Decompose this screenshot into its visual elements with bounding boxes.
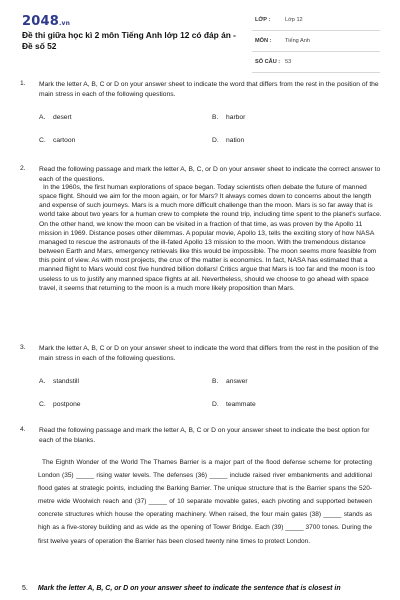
option-d[interactable]: [212, 137, 244, 144]
option-letter: A.: [39, 378, 46, 385]
meta-row-class: [252, 14, 380, 31]
option-text: standstill: [53, 378, 80, 385]
reading-passage: In the 1960s, the first human explorations of space began. Today scientists often debate the future of manned space flight. Should we aim for the moon again, or for Mars? It always comes down to concerns about the length and expense of such journeys. Mars is a much more difficult challenge than the moon. Mars is so far away that is world take about two years for a human crew to complete the round trip, including time spent to the planet's surface. On the other hand, we know the moon can be visited in a fraction of that time, as was proven by the Apollo 11 mission in 1969. Distance poses other dilemmas. A popular movie, Apollo 13, tells the exciting story of how NASA managed to rescue the astronauts of the ill-fated Apollo 13 mission to the moon. With the tremendous distance between Earth and Mars, emergency retrievals like this would be impossible. The moon seems more feasible from this point of view. As with most projects, the crux of the matter is economics. In fact, NASA has estimated that a manned flight to Mars would cost five hundred billion dollars! Critics argue that Mars is too far and the moon is too useless to us to justify any manned space flights at all. Nevertheless, should we choose to go ahead with space travel, it seems that returning to the moon is a much more likely proposition than Mars.: [39, 184, 382, 292]
option-text: cartoon: [53, 137, 76, 144]
option-a[interactable]: [39, 114, 72, 121]
option-text: teammate: [226, 401, 256, 408]
document-title: Đề thi giữa học kì 2 môn Tiếng Anh lớp 12 có đáp án - Đề số 52: [22, 30, 236, 51]
question-text: Mark the letter A, B, C or D on your answer sheet to indicate the word that differs from the rest in the position of the main stress in each of the following questions.: [39, 345, 379, 362]
option-c[interactable]: [39, 137, 75, 144]
page-header: [0, 0, 400, 70]
option-letter: D.: [212, 401, 219, 408]
meta-value: 53: [285, 59, 292, 65]
logo-sub: .vn: [58, 20, 71, 27]
meta-row-count: [252, 56, 380, 73]
option-a[interactable]: [39, 378, 79, 385]
option-text: postpone: [53, 401, 81, 408]
question-number: 4.: [20, 426, 26, 433]
question-text: Read the following passage and mark the letter A, B, C, or D on your answer sheet to indicate the correct answer to each of the questions.: [39, 166, 381, 183]
question-number: 2.: [20, 165, 26, 172]
option-letter: C.: [39, 137, 46, 144]
question-number: 5.: [22, 585, 28, 592]
meta-row-subject: [252, 35, 380, 52]
option-text: nation: [226, 137, 245, 144]
logo-main: 2048: [22, 14, 59, 29]
option-b[interactable]: [212, 378, 248, 385]
meta-label: SỐ CÂU :: [255, 59, 281, 65]
question-number: 3.: [20, 344, 26, 351]
option-letter: B.: [212, 114, 219, 121]
option-b[interactable]: [212, 114, 245, 121]
option-letter: D.: [212, 137, 219, 144]
meta-value: Lớp 12: [285, 17, 303, 23]
question-text: Read the following passage and mark the letter A, B, C or D on your answer sheet to indicate the best option for each of the blanks.: [39, 427, 370, 444]
meta-panel: [252, 14, 380, 77]
option-text: harbor: [226, 114, 246, 121]
question-text: Mark the letter A, B, C, or D on your answer sheet to indicate the sentence that is closest in: [37, 585, 341, 592]
site-logo[interactable]: [22, 14, 70, 29]
option-d[interactable]: [212, 401, 256, 408]
option-c[interactable]: [39, 401, 81, 408]
cloze-passage: The Eighth Wonder of the World The Thames Barrier is a major part of the flood defense scheme for protecting London (35) _____ rising water levels. The defenses (36) _____ include raised river embankments and additional flood gates at strategic points, including the Barking Barrier. The unique structure that is the Barrier spans the 520- metre wide Woolwich reach and (37) _____ of 10 separate movable gates, each pivoting and supported between concrete structures which house the operating machinery. When raised, the four main gates (38) _____ stands as high as a five-storey building and as wide as the opening of Tower Bridge. Each (39) _____ 3700 tones. During the first twelve years of operation the Barrier has been closed twenty nine times to protect London.: [38, 459, 372, 545]
option-text: answer: [226, 378, 248, 385]
option-letter: C.: [39, 401, 46, 408]
question-number: 1.: [20, 80, 26, 87]
option-text: desert: [53, 114, 72, 121]
meta-value: Tiếng Anh: [285, 38, 310, 44]
meta-label: LỚP :: [255, 17, 271, 23]
question-5: [22, 585, 341, 592]
option-letter: A.: [39, 114, 46, 121]
meta-label: MÔN :: [255, 38, 272, 44]
question-text: Mark the letter A, B, C or D on your answer sheet to indicate the word that differs from the rest in the position of the main stress in each of the following questions.: [39, 81, 379, 98]
option-letter: B.: [212, 378, 219, 385]
